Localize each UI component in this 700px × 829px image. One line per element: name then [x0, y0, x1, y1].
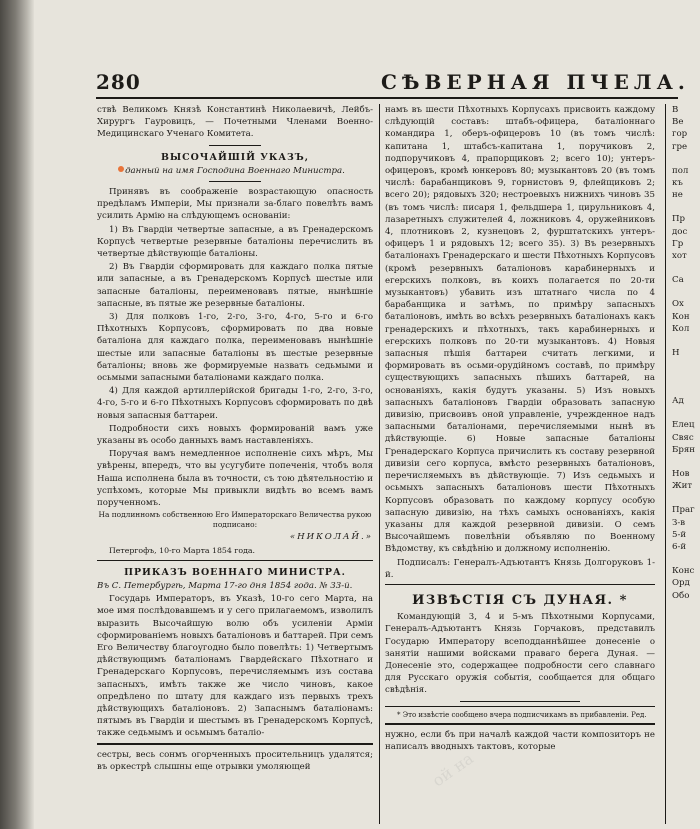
header-rule	[96, 97, 678, 99]
fragment-line: Жит	[672, 481, 693, 492]
decree-date: Петергофъ, 10-го Марта 1854 года.	[109, 545, 256, 555]
fragment-line: гор	[672, 129, 688, 140]
section-divider	[209, 181, 261, 182]
feuilleton-divider	[385, 723, 655, 725]
decree-paragraph: 1) Въ Гвардіи четвертые запасные, а въ Гренадерскомъ Корпусѣ четвертые резервные баталіоны перечислить въ четвертые дѣйствующіе баталіоны.	[97, 224, 373, 260]
fragment-line: 6-й	[672, 542, 687, 553]
order-heading: Въ С. Петербургѣ, Марта 17-го дня 1854 года. № 33-й.	[97, 580, 353, 591]
fragment-line: Елец	[672, 420, 695, 431]
left-column	[97, 104, 373, 819]
decree-paragraph: 3) Для полковъ 1-го, 2-го, 3-го, 4-го, 5-го и 6-го Пѣхотныхъ Корпусовъ, сформировать по два новые баталіона для каждаго полка, переименовавъ нынѣшніе шестые или запасные баталіоны въ шестые резервные баталіоны; вновь же формируемые назвать седьмыми и осьмыми запасными баталіонами каждаго полка.	[97, 312, 373, 384]
fragment-line: дос	[672, 226, 688, 237]
fragment-line: не	[672, 190, 683, 201]
fragment-line: гре	[672, 141, 688, 152]
fragment-line: пол	[672, 165, 689, 176]
order-paragraph: Государь Императоръ, въ Указѣ, 10-го сего Марта, на мое имя послѣдовавшемъ и у сего прилагаемомъ, изволилъ выразить Высочайшую волю объ усиленіи Арміи сформированіемъ новыхъ баталіоновъ и баттарей. При семъ Его Величеству благоугодно было повелѣть: 1) Четвертымъ дѣйствующимъ баталіонамъ Гвардейскаго Пѣхотнаго и Гренадерскаго Корпусовъ, перечисляемымъ изъ состава запасныхъ, имѣть также же число чиновъ, какое опредѣлено по штату для каждаго изъ первыхъ трехъ дѣйствующихъ баталіоновъ. 2) Запаснымъ баталіонамъ: пятымъ въ Гвардіи и шестымъ въ Гренадерскомъ Корпусѣ, также седьмымъ и осьмымъ баталіо-	[97, 594, 373, 739]
feuilleton-text: сестры, весь сонмъ огорченныхъ просительницъ удалятся; въ оркестрѣ слышны еще отрывки умоляющей	[97, 749, 373, 772]
fragment-line: Брян	[672, 444, 695, 455]
signed-note: На подлинномъ собственною Его Императорскаго Величества рукою подписано:	[98, 510, 372, 530]
fragment-line: Обо	[672, 590, 690, 601]
fragment-line: къ	[672, 178, 683, 189]
news-title: ИЗВѢСТІЯ СЪ ДУНАЯ. *	[412, 592, 628, 608]
section-divider	[385, 584, 655, 585]
fragment-line: Кол	[672, 323, 690, 334]
newspaper-masthead: СѢВЕРНАЯ ПЧЕЛА.	[381, 70, 690, 94]
order-title: ПРИКАЗЪ ВОЕННАГО МИНИСТРА.	[124, 566, 346, 578]
fragment-line: З-в	[672, 517, 686, 528]
fragment-line: хот	[672, 251, 687, 262]
fragment-line: 5-й	[672, 529, 687, 540]
fragment-line: Ве	[672, 117, 684, 128]
fragment-line: Ад	[672, 396, 684, 407]
intro-paragraph: ствѣ Великомъ Князѣ Константинѣ Николаевичѣ, Лейбъ-Хирургъ Гауровицъ, — Почетными Членами Военно-Медицинскаго Ученаго Комитета.	[97, 105, 373, 140]
section-divider	[97, 560, 373, 561]
signature: «НИКОЛАЙ.»	[289, 532, 373, 543]
middle-column	[385, 104, 655, 819]
fragment-line: В	[672, 105, 679, 115]
footnote-divider	[385, 706, 655, 707]
fragment-line: Са	[672, 275, 684, 286]
decree-paragraph: 4) Для каждой артиллерійской бригады 1-го, 2-го, 3-го, 4-го, 5-го и 6-го Пѣхотныхъ Корпусовъ сформировать по двѣ новыя запасныя баттареи.	[97, 386, 373, 421]
decree-paragraph: Подробности сихъ новыхъ формированій вамъ уже указаны въ особо данныхъ вамъ наставленіяхъ.	[97, 423, 373, 447]
news-paragraph: Командующій 3, 4 и 5-мъ Пѣхотными Корпусами, Генералъ-Адъютантъ Князь Горчаковъ, представилъ Государю Императору всеподданнѣйшее донесеніе о занятіи нашими войсками праваго берега Дуная. — Донесеніе это, содержащее подробности сего славнаго для Русскаго оружія событія, сообщается для общаго свѣдѣнія.	[385, 612, 655, 696]
library-watermark: ой на	[428, 748, 477, 791]
fragment-line: Пр	[672, 214, 685, 225]
order-signatory: Подписалъ: Генералъ-Адъютантъ Князь Долгоруковъ 1-й.	[385, 557, 655, 580]
fragment-line: Конс	[672, 566, 695, 577]
red-marker-dot	[118, 166, 124, 172]
section-divider	[209, 145, 261, 146]
page-binding-shadow	[0, 0, 34, 829]
page-number: 280	[96, 70, 141, 94]
footnote: * Это извѣстіе сообщено вчера подписчикамъ въ прибавленіи. Ред.	[397, 710, 647, 719]
fragment-line: Гр	[672, 238, 684, 249]
feuilleton-divider	[97, 743, 373, 745]
section-divider	[460, 701, 580, 702]
page-header	[96, 70, 690, 96]
decree-title: ВЫСОЧАЙШІЙ УКАЗЪ,	[160, 151, 310, 163]
decree-paragraph: Поручая вамъ немедленное исполненіе сихъ мѣръ, Мы увѣрены, впередъ, что вы усугубите попеченія, чтобъ воля Наша исполнена была въ точности, съ тою дѣятельностію и успѣхомъ, которые Мы привыкли видѣть во всемъ вамъ порученномъ.	[97, 449, 373, 509]
feuilleton-text: нужно, если бъ при началѣ каждой части композиторъ не написалъ вводныхъ тактовъ, которые	[385, 730, 655, 753]
fragment-line: Орд	[672, 578, 690, 589]
fragment-line: Кон	[672, 311, 690, 322]
fragment-line: Н	[672, 348, 680, 359]
fragment-line: Ох	[672, 299, 684, 310]
fragment-line: Праг	[672, 505, 695, 516]
column-divider-left	[379, 104, 380, 824]
column-divider-right	[665, 104, 666, 824]
fragment-line: Свяс	[672, 432, 694, 443]
right-column-fragment	[672, 104, 700, 819]
decree-subtitle: данный на имя Господина Военнаго Министра.	[125, 165, 345, 176]
fragment-line: Нов	[672, 469, 690, 480]
order-continuation: намъ въ шести Пѣхотныхъ Корпусахъ присвоить каждому слѣдующій составъ: штабъ-офицера, баталіоннаго командира 1, оберъ-офицеровъ 10 (въ томъ числѣ: капитана 1, штабсъ-капитана 1, поручиковъ 2, подпоручиковъ 4, прапорщиковъ 2; всего 10); унтеръ-офицеровъ, кромѣ юнкеровъ 80; музыкантовъ 20 (въ томъ числѣ: барабанщиковъ 9, горнистовъ 9, флейщиковъ 2; всего 20); рядовыхъ 320; нестроевыхъ нижнихъ чиновъ 35 (въ томъ числѣ: писаря 1, фельдшера 1, цирульниковъ 4, лазаретныхъ служителей 4, ложниковъ 4, оружейниковъ 4, плотниковъ 2, кузнецовъ 2, фурштатскихъ унтеръ-офицеръ 1 и рядовыхъ 12; всего 35). 3) Въ резервныхъ баталіонахъ Гренадерскаго и шести Пѣхотныхъ Корпусовъ (кромѣ резервныхъ баталіоновъ карабинерныхъ и егерскихъ полковъ, въ коихъ полагается по 20-ти музыкантовъ) убавить изъ штатнаго числа по 4 барабанщика и затѣмъ, по примѣру запасныхъ баталіоновъ, имѣть во всѣхъ резервныхъ баталіонахъ какъ гренадерскихъ и пѣхотныхъ, такъ карабинерныхъ и егерскихъ полковъ по 20-ти музыкантовъ. 4) Новыя запасныя пѣшія баттареи считать легкими, и формировать въ осьми-орудійномъ составѣ, по примѣру существующихъ запасныхъ пѣшихъ баттарей, на основаніяхъ, какія будутъ указаны. 5) Изъ новыхъ запасныхъ баталіоновъ Гвардіи образовать запасную дивизію, присвоивъ оной управленіе, учрежденное надъ запасными баталіонами, перечисляемыми нынѣ въ дѣйствующіе. 6) Новые запасные баталіоны Гренадерскаго Корпуса причислить къ составу резервной дивизіи сего корпуса, вмѣсто резервныхъ баталіоновъ, перечисляемыхъ въ дѣйствующіе. 7) Изъ седьмыхъ и осьмыхъ запасныхъ баталіоновъ шести Пѣхотныхъ Корпусовъ образовать по каждому корпусу особую запасную дивизію, на тѣхъ самыхъ основаніяхъ, какія указаны для каждой резервной дивизіи. О семъ Высочайшемъ повелѣніи объявляю по Военному Вѣдомству, къ свѣдѣнію и должному исполненію.	[385, 105, 655, 555]
decree-paragraph: Принявъ въ соображеніе возрастающую опасность предѣламъ Имперіи, Мы признали за-благо повелѣть вамъ усилить Армію на слѣдующемъ основаніи:	[97, 187, 373, 222]
decree-paragraph: 2) Въ Гвардіи сформировать для каждаго полка пятые или запасные, а въ Гренадерскомъ Корпусѣ шестые или запасные баталіоны, переименовавъ пятые, нынѣшніе запасные, въ пятые же резервные баталіоны.	[97, 262, 373, 309]
